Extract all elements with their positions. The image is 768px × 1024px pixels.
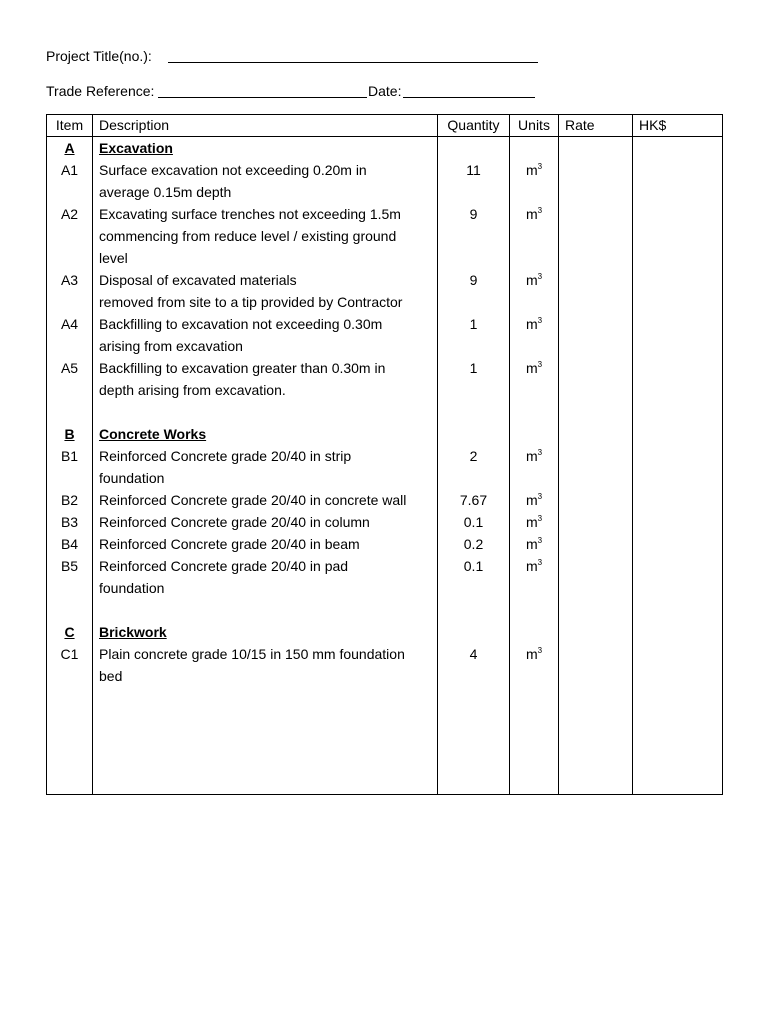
quantity-cell [438, 423, 510, 445]
item-quantity: 0.1 [438, 555, 510, 599]
table-row [47, 159, 723, 203]
item-rate-field[interactable] [559, 313, 633, 357]
table-row [47, 357, 723, 401]
item-amount-field[interactable] [633, 511, 723, 533]
amount-cell [633, 423, 723, 445]
empty-cell [438, 687, 510, 795]
item-code: A1 [47, 159, 93, 203]
spacer-row [47, 599, 723, 621]
item-code: B3 [47, 511, 93, 533]
item-rate-field[interactable] [559, 643, 633, 687]
unit-superscript: 3 [537, 360, 543, 369]
item-description [93, 357, 438, 401]
unit-text: m [525, 272, 538, 288]
unit-superscript: 3 [537, 514, 543, 523]
unit-superscript: 3 [537, 448, 543, 457]
item-description [93, 445, 438, 489]
unit-text: m [525, 492, 538, 508]
item-unit [510, 555, 559, 599]
empty-cell [47, 687, 93, 795]
item-description [93, 489, 438, 511]
description-line: bed [99, 668, 123, 684]
item-amount-field[interactable] [633, 269, 723, 313]
unit-text: m [525, 162, 538, 178]
item-code: A2 [47, 203, 93, 269]
description-line: Reinforced Concrete grade 20/40 in strip [99, 448, 352, 464]
empty-cell [510, 599, 559, 621]
empty-cell [559, 401, 633, 423]
item-rate-field[interactable] [559, 489, 633, 511]
description-line: Disposal of excavated materials [99, 272, 297, 288]
item-unit [510, 511, 559, 533]
section-heading-row [47, 423, 723, 445]
quantity-cell [438, 137, 510, 160]
unit-text: m [525, 206, 538, 222]
empty-cell [559, 599, 633, 621]
empty-cell [93, 687, 438, 795]
empty-cell [438, 599, 510, 621]
item-quantity: 7.67 [438, 489, 510, 511]
unit-superscript: 3 [537, 162, 543, 171]
unit-text: m [525, 536, 538, 552]
empty-cell [510, 687, 559, 795]
item-quantity: 9 [438, 269, 510, 313]
item-code: B2 [47, 489, 93, 511]
trade-reference-field[interactable] [158, 97, 367, 98]
unit-text: m [525, 316, 538, 332]
item-code: B1 [47, 445, 93, 489]
empty-cell [633, 401, 723, 423]
unit-superscript: 3 [537, 272, 543, 281]
item-amount-field[interactable] [633, 159, 723, 203]
table-header-row [47, 115, 723, 137]
rate-cell [559, 137, 633, 160]
units-cell [510, 621, 559, 643]
item-unit [510, 445, 559, 489]
item-description [93, 533, 438, 555]
table-row [47, 203, 723, 269]
section-heading-row [47, 137, 723, 160]
item-quantity: 9 [438, 203, 510, 269]
item-amount-field[interactable] [633, 643, 723, 687]
item-rate-field[interactable] [559, 203, 633, 269]
item-code: A4 [47, 313, 93, 357]
item-unit [510, 357, 559, 401]
amount-cell [633, 137, 723, 160]
item-unit [510, 203, 559, 269]
description-line: Surface excavation not exceeding 0.20m in [99, 162, 367, 178]
item-description [93, 269, 438, 313]
item-unit [510, 159, 559, 203]
spacer-row [47, 401, 723, 423]
unit-superscript: 3 [537, 558, 543, 567]
section-code [47, 423, 93, 445]
item-quantity: 2 [438, 445, 510, 489]
item-code: A5 [47, 357, 93, 401]
item-amount-field[interactable] [633, 489, 723, 511]
date-label: Date: [368, 83, 402, 99]
description-line: foundation [99, 470, 165, 486]
item-unit [510, 533, 559, 555]
item-description [93, 203, 438, 269]
date-field[interactable] [403, 97, 535, 98]
units-cell [510, 137, 559, 160]
description-line: Reinforced Concrete grade 20/40 in beam [99, 536, 360, 552]
item-unit [510, 489, 559, 511]
description-line: arising from excavation [99, 338, 243, 354]
description-line: Reinforced Concrete grade 20/40 in concrete wall [99, 492, 407, 508]
table-row [47, 489, 723, 511]
section-code [47, 621, 93, 643]
unit-text: m [525, 558, 538, 574]
item-unit [510, 643, 559, 687]
section-title [93, 423, 438, 445]
rate-cell [559, 621, 633, 643]
empty-cell [633, 687, 723, 795]
section-code [47, 137, 93, 160]
item-rate-field[interactable] [559, 533, 633, 555]
description-line: Reinforced Concrete grade 20/40 in column [99, 514, 370, 530]
item-amount-field[interactable] [633, 357, 723, 401]
empty-cell [93, 401, 438, 423]
item-quantity: 4 [438, 643, 510, 687]
description-line: Reinforced Concrete grade 20/40 in pad [99, 558, 349, 574]
table-row [47, 313, 723, 357]
table-row [47, 511, 723, 533]
units-cell [510, 423, 559, 445]
item-quantity: 1 [438, 357, 510, 401]
unit-superscript: 3 [537, 316, 543, 325]
unit-text: m [525, 646, 538, 662]
section-title-text: Brickwork [99, 624, 167, 640]
item-description [93, 555, 438, 599]
item-code: B4 [47, 533, 93, 555]
item-rate-field[interactable] [559, 159, 633, 203]
quantity-cell [438, 621, 510, 643]
item-rate-field[interactable] [559, 511, 633, 533]
item-code: C1 [47, 643, 93, 687]
item-description [93, 511, 438, 533]
item-description [93, 159, 438, 203]
item-unit [510, 269, 559, 313]
section-code-text: B [64, 426, 75, 442]
table-row [47, 445, 723, 489]
unit-superscript: 3 [537, 646, 543, 655]
item-amount-field[interactable] [633, 203, 723, 269]
description-line: Backfilling to excavation greater than 0.30m in [99, 360, 386, 376]
item-quantity: 0.1 [438, 511, 510, 533]
unit-superscript: 3 [537, 492, 543, 501]
bill-of-quantities-table [46, 114, 723, 795]
table-body [47, 137, 723, 795]
section-code-text: C [64, 624, 75, 640]
empty-cell [47, 401, 93, 423]
empty-cell [559, 687, 633, 795]
amount-cell [633, 621, 723, 643]
section-title [93, 137, 438, 160]
column-header-units: Units [510, 115, 559, 137]
item-rate-field[interactable] [559, 555, 633, 599]
description-line: commencing from reduce level / existing ground [99, 228, 397, 244]
trade-reference-label: Trade Reference: [46, 83, 155, 99]
filler-row [47, 687, 723, 795]
table-row [47, 533, 723, 555]
item-rate-field[interactable] [559, 445, 633, 489]
item-rate-field[interactable] [559, 269, 633, 313]
column-header-quantity: Quantity [438, 115, 510, 137]
item-code: B5 [47, 555, 93, 599]
column-header-description: Description [93, 115, 438, 137]
item-description [93, 313, 438, 357]
unit-superscript: 3 [537, 536, 543, 545]
section-heading-row [47, 621, 723, 643]
section-title [93, 621, 438, 643]
unit-text: m [525, 360, 538, 376]
project-title-label: Project Title(no.): [46, 48, 152, 64]
table-row [47, 643, 723, 687]
project-title-field[interactable] [168, 62, 538, 63]
empty-cell [93, 599, 438, 621]
section-title-text: Excavation [99, 140, 173, 156]
unit-superscript: 3 [537, 206, 543, 215]
description-line: level [99, 250, 128, 266]
description-line: Plain concrete grade 10/15 in 150 mm foundation [99, 646, 405, 662]
table-row [47, 555, 723, 599]
unit-text: m [525, 448, 538, 464]
item-amount-field[interactable] [633, 445, 723, 489]
column-header-amount: HK$ [633, 115, 723, 137]
description-line: average 0.15m depth [99, 184, 232, 200]
section-title-text: Concrete Works [99, 426, 207, 442]
rate-cell [559, 423, 633, 445]
description-line: depth arising from excavation. [99, 382, 286, 398]
description-line: removed from site to a tip provided by Contractor [99, 294, 403, 310]
empty-cell [633, 599, 723, 621]
item-amount-field[interactable] [633, 313, 723, 357]
item-quantity: 11 [438, 159, 510, 203]
item-unit [510, 313, 559, 357]
table-row [47, 269, 723, 313]
item-rate-field[interactable] [559, 357, 633, 401]
item-code: A3 [47, 269, 93, 313]
empty-cell [47, 599, 93, 621]
unit-text: m [525, 514, 538, 530]
item-quantity: 1 [438, 313, 510, 357]
description-line: Backfilling to excavation not exceeding 0.30m [99, 316, 383, 332]
description-line: Excavating surface trenches not exceeding 1.5m [99, 206, 401, 222]
description-line: foundation [99, 580, 165, 596]
empty-cell [438, 401, 510, 423]
section-code-text: A [64, 140, 75, 156]
column-header-rate: Rate [559, 115, 633, 137]
item-description [93, 643, 438, 687]
column-header-item: Item [47, 115, 93, 137]
item-amount-field[interactable] [633, 533, 723, 555]
empty-cell [510, 401, 559, 423]
item-amount-field[interactable] [633, 555, 723, 599]
item-quantity: 0.2 [438, 533, 510, 555]
